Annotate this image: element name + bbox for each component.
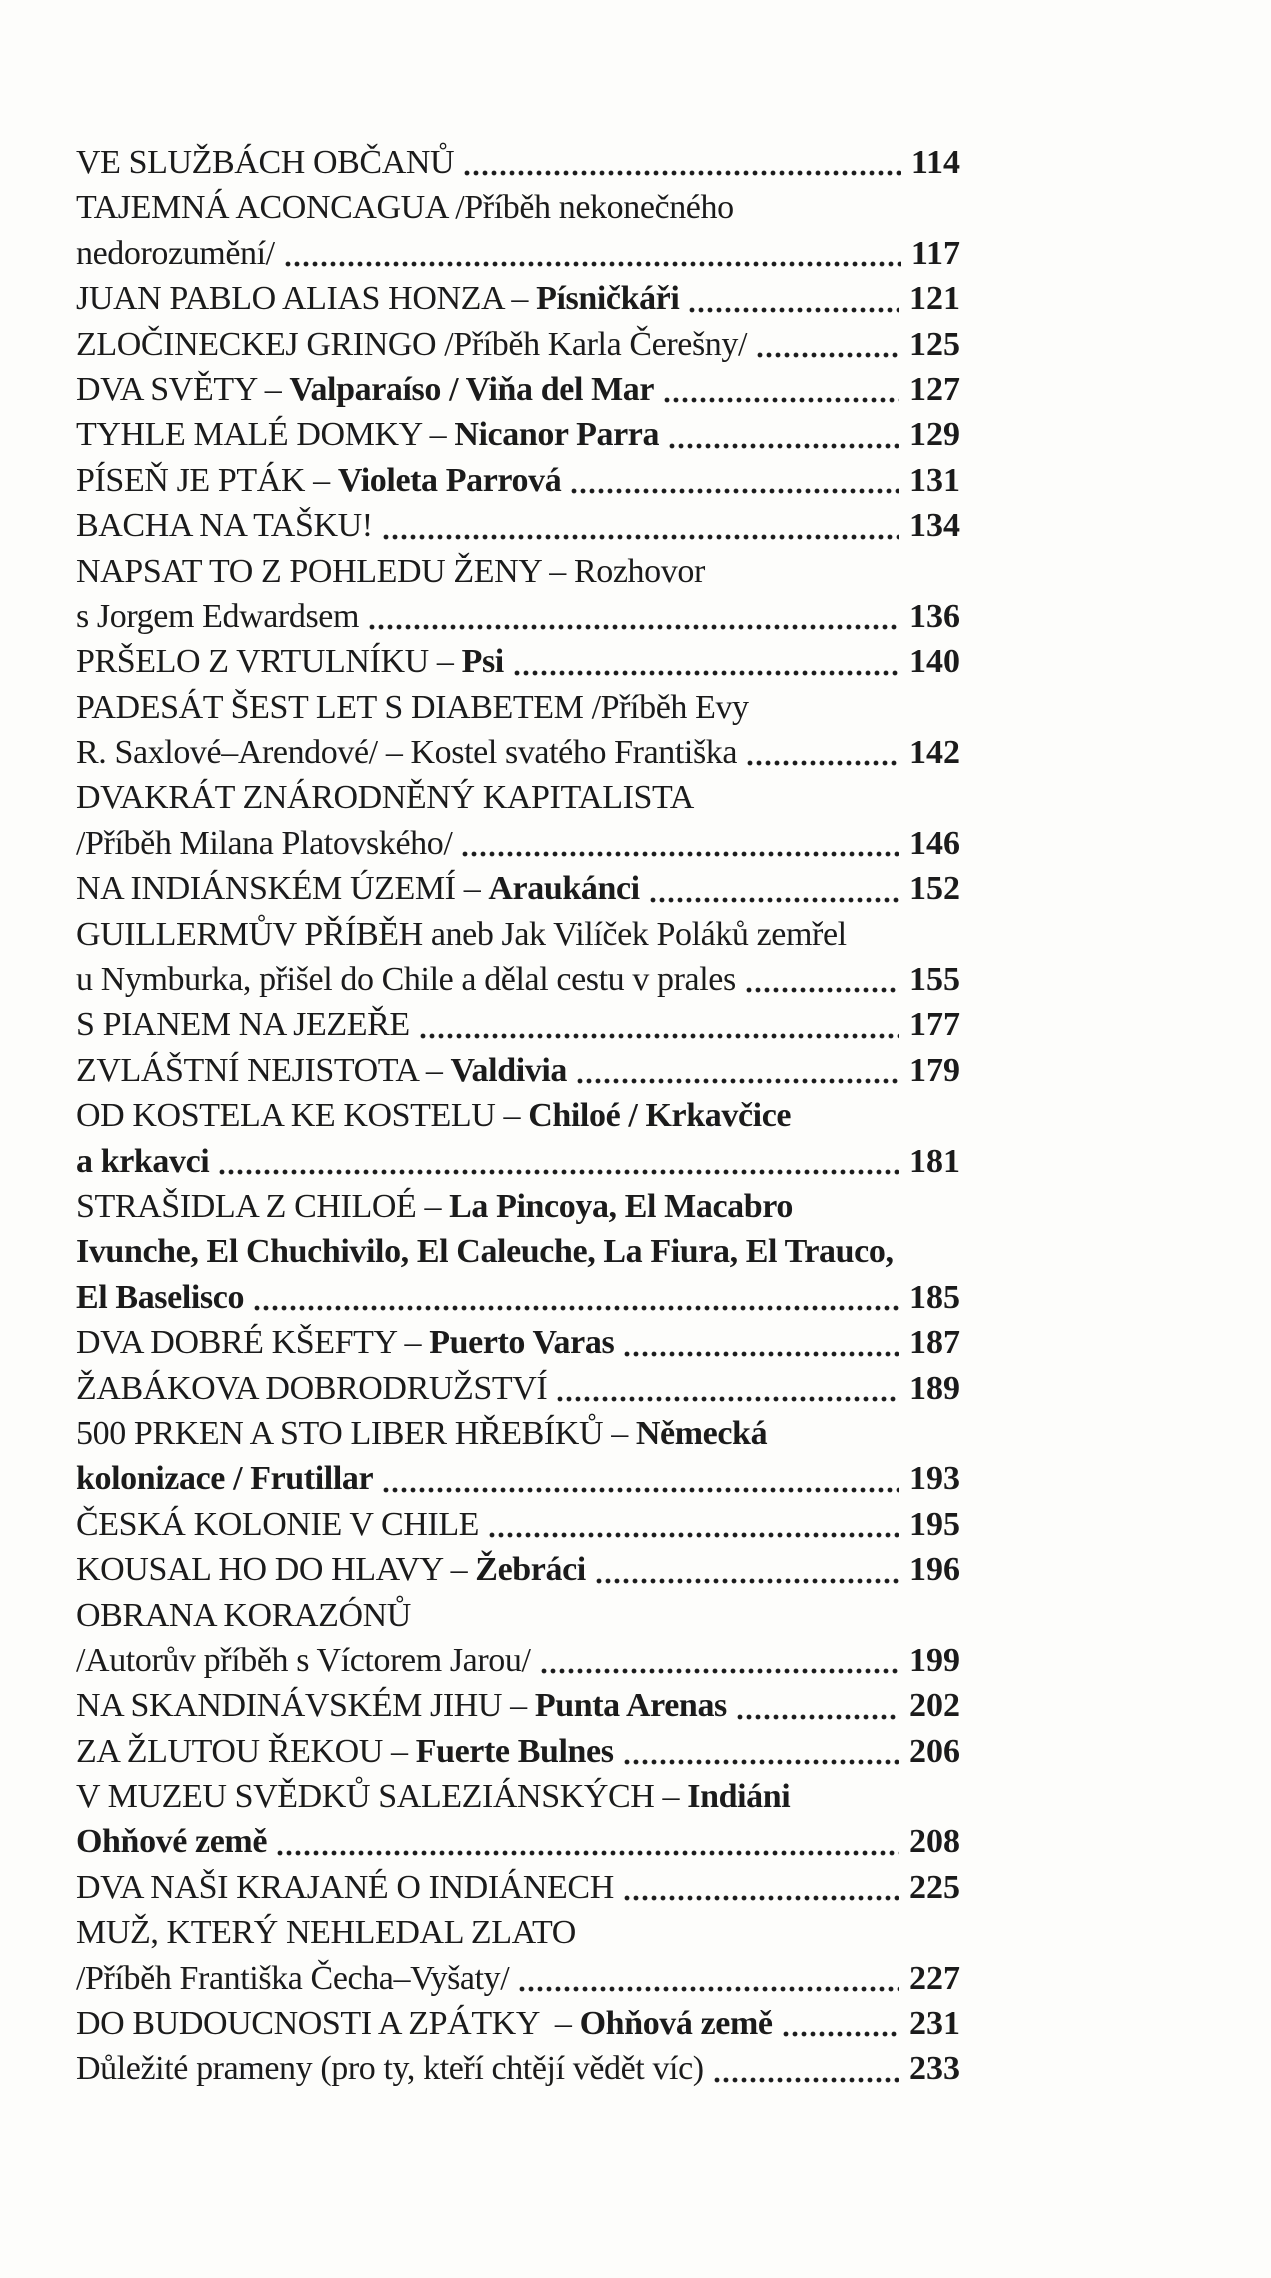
entry-subtitle: Punta Arenas: [534, 1687, 727, 1725]
entry-text: [76, 1774, 790, 1819]
entry-text: [76, 730, 737, 775]
entry-title: JUAN PABLO ALIAS HONZA –: [76, 280, 537, 318]
page-number: 177: [909, 1006, 960, 1044]
toc-line: [76, 1139, 960, 1184]
dotted-leader: [668, 443, 899, 449]
toc-line: [76, 1502, 960, 1547]
entry-title: R. Saxlové–Arendové/ – Kostel svatého Františka: [76, 734, 738, 772]
entry-text: [76, 1366, 547, 1411]
toc-line: [76, 594, 960, 639]
toc-line: [76, 1411, 960, 1456]
entry-text: [76, 1638, 531, 1683]
entry-text: [76, 1593, 411, 1638]
entry-subtitle: Araukánci: [488, 870, 640, 908]
toc-line: [76, 639, 960, 684]
dotted-leader: [368, 624, 899, 630]
entry-text: [76, 639, 504, 684]
toc-line: [76, 185, 960, 230]
toc-line: [76, 549, 960, 594]
page-number: 227: [909, 1959, 960, 1997]
entry-title: /Příběh Františka Čecha–Vyšaty/: [76, 1959, 510, 1997]
entry-subtitle: Německá: [635, 1414, 768, 1452]
entry-text: [76, 1184, 793, 1229]
entry-title: nedorozumění/: [76, 234, 275, 272]
dotted-leader: [218, 1169, 899, 1175]
entry-title: VE SLUŽBÁCH OBČANŮ: [76, 144, 455, 181]
toc-line: [76, 775, 960, 820]
entry-subtitle: Puerto Varas: [429, 1324, 615, 1362]
page-number: 127: [909, 370, 960, 408]
toc-line: [76, 866, 960, 911]
dotted-leader: [513, 670, 899, 676]
page-number: 206: [909, 1732, 960, 1770]
entry-title: STRAŠIDLA Z CHILOÉ –: [76, 1187, 450, 1225]
entry-text: [76, 2046, 704, 2091]
entry-title: ČESKÁ KOLONIE V CHILE: [76, 1505, 480, 1543]
page-number: 181: [909, 1142, 960, 1180]
dotted-leader: [736, 1714, 899, 1720]
entry-subtitle: Indiáni: [687, 1778, 791, 1816]
entry-text: [76, 140, 454, 185]
entry-text: [76, 231, 275, 276]
page-number: 129: [909, 416, 960, 454]
dotted-leader: [713, 2077, 899, 2083]
toc-line: [76, 140, 960, 185]
entry-title: DVA SVĚTY –: [76, 370, 290, 408]
page-number: 125: [909, 325, 960, 363]
dotted-leader: [746, 760, 899, 766]
page-number: 196: [909, 1551, 960, 1589]
toc-line: [76, 1593, 960, 1638]
entry-text: [76, 1683, 727, 1728]
page-number: 233: [909, 2050, 960, 2088]
dotted-leader: [518, 1986, 899, 1992]
entry-text: [76, 1547, 586, 1592]
entry-title: ZLOČINECKEJ GRINGO /Příběh Karla Čerešny/: [76, 325, 748, 363]
entry-text: [76, 367, 654, 412]
dotted-leader: [649, 897, 899, 903]
toc-line: [76, 1774, 960, 1819]
entry-text: [76, 1456, 373, 1501]
toc-line: [76, 1819, 960, 1864]
dotted-leader: [663, 397, 899, 403]
entry-subtitle: Chiloé / Krkavčice: [528, 1097, 792, 1135]
dotted-leader: [419, 1033, 899, 1039]
toc-line: [76, 1366, 960, 1411]
entry-text: [76, 1320, 614, 1365]
entry-text: [76, 1956, 509, 2001]
entry-text: [76, 1139, 209, 1184]
entry-title: DVA NAŠI KRAJANÉ O INDIÁNECH: [76, 1868, 614, 1906]
entry-subtitle: Violeta Parrová: [337, 461, 562, 499]
entry-title: ŽABÁKOVA DOBRODRUŽSTVÍ: [76, 1369, 548, 1407]
entry-text: [76, 1502, 479, 1547]
entry-title: BACHA NA TAŠKU!: [76, 507, 373, 545]
entry-text: [76, 1093, 791, 1138]
entry-title: /Autorův příběh s Víctorem Jarou/: [76, 1641, 531, 1679]
entry-text: [76, 1275, 244, 1320]
page-number: 225: [909, 1868, 960, 1906]
page-number: 231: [909, 2005, 960, 2043]
dotted-leader: [595, 1578, 899, 1584]
dotted-leader: [745, 987, 899, 993]
dotted-leader: [782, 2031, 899, 2037]
dotted-leader: [461, 851, 899, 857]
toc-line: [76, 1320, 960, 1365]
page-number: 140: [909, 643, 960, 681]
entry-title: PADESÁT ŠEST LET S DIABETEM /Příběh Evy: [76, 688, 749, 726]
entry-text: [76, 957, 736, 1002]
entry-text: [76, 458, 561, 503]
entry-title: Důležité prameny (pro ty, kteří chtějí vědět víc): [76, 2050, 704, 2088]
entry-text: [76, 1411, 767, 1456]
entry-subtitle: Písničkáři: [536, 280, 680, 318]
toc-line: [76, 1910, 960, 1955]
entry-subtitle: a krkavci: [76, 1142, 210, 1180]
entry-title: V MUZEU SVĚDKŮ SALEZIÁNSKÝCH –: [76, 1778, 688, 1816]
dotted-leader: [688, 307, 899, 313]
dotted-leader: [556, 1396, 899, 1402]
page-number: 155: [909, 961, 960, 999]
toc-line: [76, 821, 960, 866]
entry-title: DVA DOBRÉ KŠEFTY –: [76, 1324, 430, 1362]
entry-title: /Příběh Milana Platovského/: [76, 824, 453, 862]
dotted-leader: [576, 1078, 899, 1084]
page-number: 136: [909, 597, 960, 635]
toc-list: [76, 140, 960, 2092]
entry-text: [76, 503, 373, 548]
entry-title: MUŽ, KTERÝ NEHLEDAL ZLATO: [76, 1914, 576, 1952]
toc-line: [76, 912, 960, 957]
entry-text: [76, 185, 734, 230]
toc-line: [76, 1956, 960, 2001]
entry-text: [76, 866, 640, 911]
dotted-leader: [488, 1532, 899, 1538]
toc-line: [76, 1547, 960, 1592]
entry-subtitle: Nicanor Parra: [454, 416, 660, 454]
page-number: 199: [909, 1641, 960, 1679]
entry-title: PÍSEŇ JE PTÁK –: [76, 461, 338, 499]
entry-title: TAJEMNÁ ACONCAGUA /Příběh nekonečného: [76, 189, 734, 227]
page-number: 142: [909, 734, 960, 772]
page-number: 121: [909, 280, 960, 318]
toc-line: [76, 957, 960, 1002]
entry-title: GUILLERMŮV PŘÍBĚH aneb Jak Vilíček Poláků zemřel: [76, 915, 847, 953]
toc-line: [76, 685, 960, 730]
page-number: 202: [909, 1687, 960, 1725]
toc-line: [76, 1456, 960, 1501]
page-number: 189: [909, 1369, 960, 1407]
page-number: 114: [910, 144, 960, 181]
toc-line: [76, 503, 960, 548]
entry-title: S PIANEM NA JEZEŘE: [76, 1006, 410, 1044]
page-number: 187: [909, 1324, 960, 1362]
entry-title: NA SKANDINÁVSKÉM JIHU –: [76, 1687, 535, 1725]
dotted-leader: [623, 1895, 899, 1901]
page-number: 193: [909, 1460, 960, 1498]
entry-title: OD KOSTELA KE KOSTELU –: [76, 1097, 529, 1135]
toc-line: [76, 1002, 960, 1047]
entry-title: ZA ŽLUTOU ŘEKOU –: [76, 1732, 416, 1770]
page-number: 152: [909, 870, 960, 908]
toc-line: [76, 322, 960, 367]
dotted-leader: [623, 1759, 899, 1765]
dotted-leader: [284, 261, 901, 267]
entry-title: KOUSAL HO DO HLAVY –: [76, 1551, 476, 1589]
entry-title: s Jorgem Edwardsem: [76, 597, 360, 635]
entry-title: TYHLE MALÉ DOMKY –: [76, 416, 455, 454]
entry-title: ZVLÁŠTNÍ NEJISTOTA –: [76, 1051, 451, 1089]
entry-text: [76, 912, 847, 957]
entry-text: [76, 1819, 267, 1864]
entry-title: OBRANA KORAZÓNŮ: [76, 1596, 411, 1634]
dotted-leader: [756, 352, 899, 358]
toc-line: [76, 1048, 960, 1093]
entry-text: [76, 1729, 614, 1774]
dotted-leader: [276, 1850, 899, 1856]
entry-subtitle: Valparaíso / Viňa del Mar: [289, 370, 655, 408]
toc-line: [76, 231, 960, 276]
entry-subtitle: Ivunche, El Chuchivilo, El Caleuche, La Fiura, El Trauco,: [76, 1233, 894, 1271]
entry-subtitle: Ohňové země: [76, 1823, 268, 1861]
entry-subtitle: Žebráci: [475, 1551, 586, 1589]
entry-text: [76, 1048, 567, 1093]
toc-line: [76, 1093, 960, 1138]
toc-line: [76, 1184, 960, 1229]
entry-title: NAPSAT TO Z POHLEDU ŽENY – Rozhovor: [76, 552, 705, 590]
dotted-leader: [623, 1351, 899, 1357]
entry-subtitle: Valdivia: [450, 1051, 567, 1089]
page-number: 134: [909, 507, 960, 545]
toc-line: [76, 367, 960, 412]
page-number: 185: [909, 1278, 960, 1316]
page-number: 195: [909, 1505, 960, 1543]
entry-text: [76, 2001, 773, 2046]
dotted-leader: [463, 170, 901, 176]
entry-text: [76, 685, 749, 730]
entry-text: [76, 821, 452, 866]
entry-text: [76, 1002, 410, 1047]
entry-text: [76, 1229, 894, 1274]
dotted-leader: [382, 534, 899, 540]
entry-text: [76, 594, 359, 639]
toc-line: [76, 1683, 960, 1728]
page-number: 146: [909, 824, 960, 862]
toc-line: [76, 412, 960, 457]
toc-line: [76, 1729, 960, 1774]
toc-line: [76, 2001, 960, 2046]
entry-subtitle: El Baselisco: [76, 1278, 245, 1316]
entry-subtitle: kolonizace / Frutillar: [76, 1460, 374, 1498]
entry-title: DVAKRÁT ZNÁRODNĚNÝ KAPITALISTA: [76, 779, 694, 817]
entry-subtitle: Fuerte Bulnes: [415, 1732, 614, 1770]
toc-line: [76, 458, 960, 503]
entry-text: [76, 549, 705, 594]
entry-text: [76, 775, 694, 820]
dotted-leader: [540, 1668, 899, 1674]
entry-title: NA INDIÁNSKÉM ÚZEMÍ –: [76, 870, 489, 908]
page-number: 131: [909, 461, 960, 499]
entry-text: [76, 412, 659, 457]
entry-title: u Nymburka, přišel do Chile a dělal cestu v prales: [76, 961, 736, 999]
page-number: 179: [909, 1051, 960, 1089]
toc-line: [76, 1229, 960, 1274]
entry-subtitle: La Pincoya, El Macabro: [449, 1187, 793, 1225]
toc-line: [76, 276, 960, 321]
entry-text: [76, 1910, 576, 1955]
entry-text: [76, 1865, 614, 1910]
toc-line: [76, 2046, 960, 2091]
toc-line: [76, 1638, 960, 1683]
dotted-leader: [253, 1305, 899, 1311]
entry-title: PRŠELO Z VRTULNÍKU –: [76, 643, 462, 681]
entry-subtitle: Ohňová země: [579, 2005, 773, 2043]
entry-title: 500 PRKEN A STO LIBER HŘEBÍKŮ –: [76, 1414, 636, 1452]
toc-line: [76, 730, 960, 775]
entry-text: [76, 322, 747, 367]
dotted-leader: [382, 1487, 899, 1493]
dotted-leader: [570, 488, 899, 494]
entry-subtitle: Psi: [461, 643, 504, 681]
page-number: 117: [910, 234, 960, 272]
toc-line: [76, 1275, 960, 1320]
page-number: 208: [909, 1823, 960, 1861]
entry-text: [76, 276, 679, 321]
toc-line: [76, 1865, 960, 1910]
entry-title: DO BUDOUCNOSTI A ZPÁTKY –: [76, 2005, 580, 2043]
